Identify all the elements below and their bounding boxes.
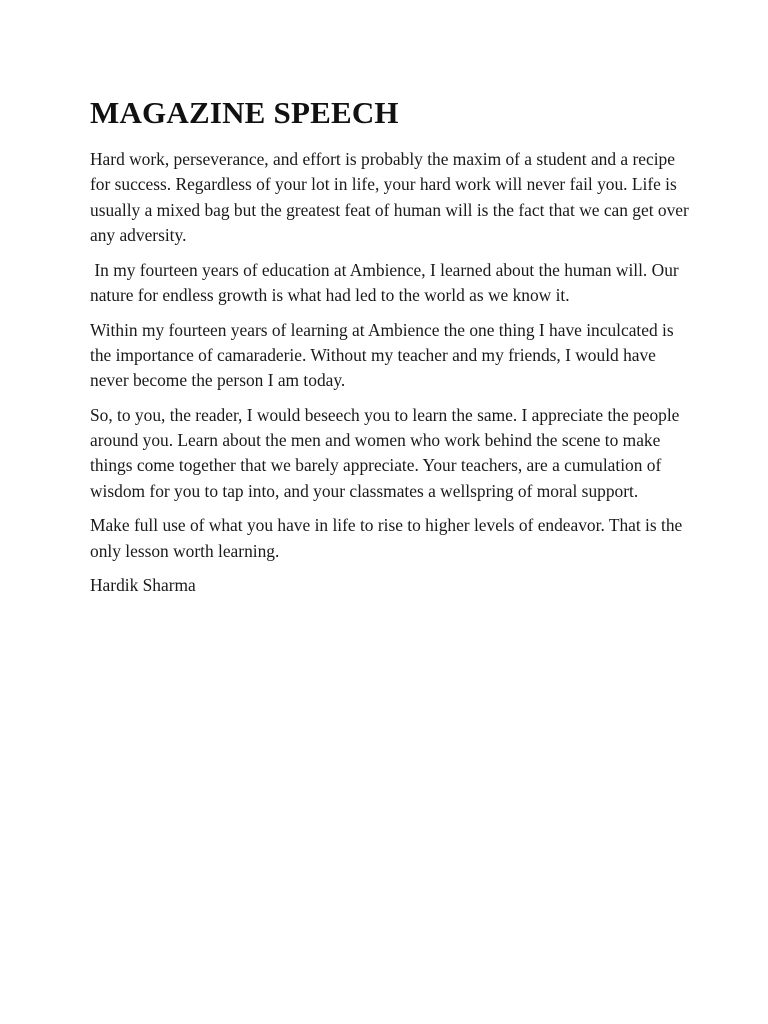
paragraph-5: Make full use of what you have in life to rise to higher levels of endeavor. That is the only lesson worth learning. xyxy=(90,515,687,561)
paragraph-4: So, to you, the reader, I would beseech you to learn the same. I appreciate the people around you. Learn about the men and women who work behind the scene to make things come together that we barely appreciate. Your teachers, are a cumulation of wisdom for you to tap into, and your classmates a wellspring of moral support. xyxy=(90,404,684,501)
document-title: MAGAZINE SPEECH xyxy=(90,95,399,130)
document-body xyxy=(90,93,694,608)
author-signature: Hardik Sharma xyxy=(90,575,196,596)
paragraph-1: Hard work, perseverance, and effort is probably the maxim of a student and a recipe for success. Regardless of your lot in life, your hard work will never fail you. Life is usually a mixed bag but the greatest feat of human will is the fact that we can get over any adversity. xyxy=(90,149,694,245)
paragraph-2: In my fourteen years of education at Ambience, I learned about the human will. Our nature for endless growth is what had led to the world as we know it. xyxy=(90,259,684,305)
paragraph-3: Within my fourteen years of learning at Ambience the one thing I have inculcated is the importance of camaraderie. Without my teacher and my friends, I would have never become the person I am today. xyxy=(90,319,678,391)
